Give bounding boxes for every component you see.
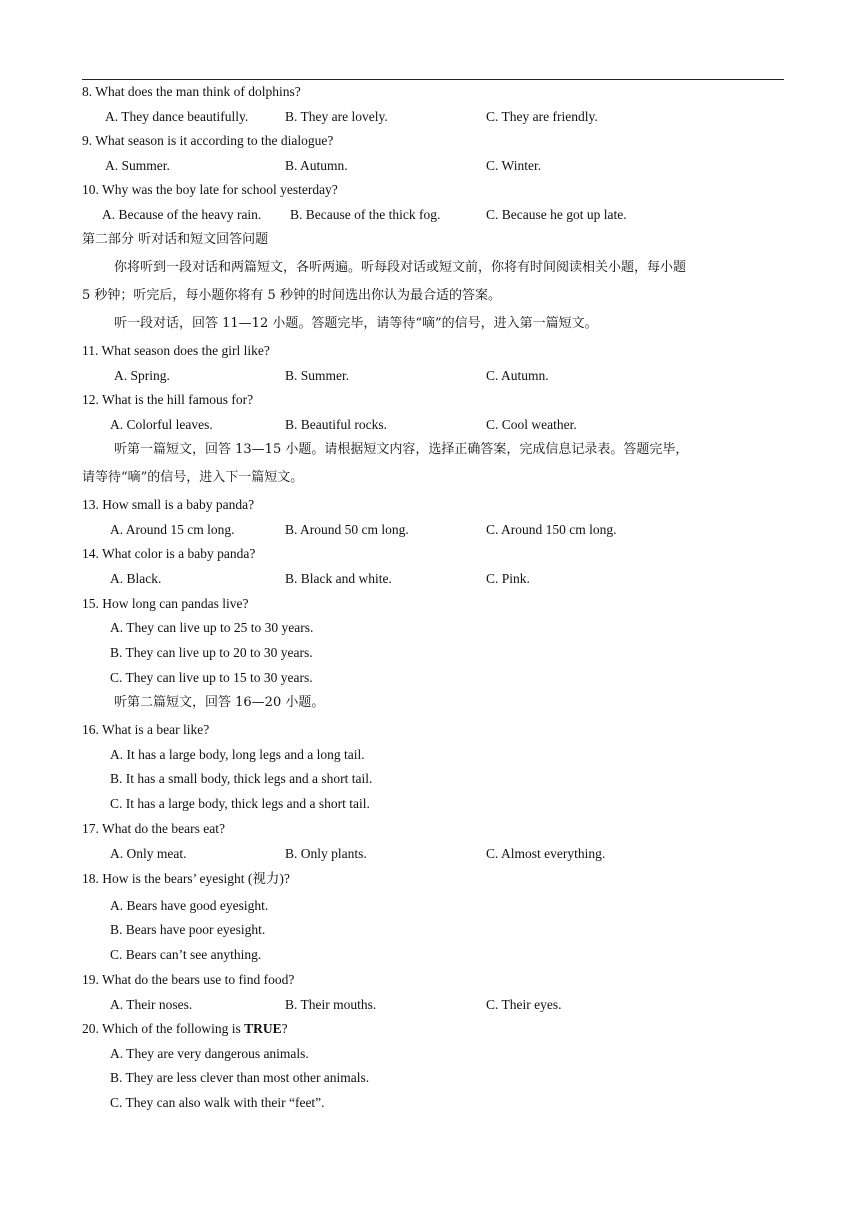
part2-title: 第二部分 听对话和短文回答问题 — [82, 232, 269, 247]
question-12: 12. What is the hill famous for? — [82, 392, 254, 407]
q13-option-a: A. Around 15 cm long. — [110, 522, 235, 537]
q14-option-a: A. Black. — [110, 571, 162, 586]
q12-option-b: B. Beautiful rocks. — [285, 417, 387, 432]
q11-option-c: C. Autumn. — [486, 368, 549, 383]
q9-option-a: A. Summer. — [105, 158, 170, 173]
question-17: 17. What do the bears eat? — [82, 821, 225, 836]
q9-option-c: C. Winter. — [486, 158, 542, 173]
q16-option-a: A. It has a large body, long legs and a long tail. — [110, 747, 365, 762]
passage1-instruction-line1: 听第一篇短文，回答 13—15 小题。请根据短文内容，选择正确答案，完成信息记录表。答题完毕， — [114, 442, 689, 457]
q14-option-b: B. Black and white. — [285, 571, 392, 586]
q12-option-a: A. Colorful leaves. — [110, 417, 213, 432]
q17-option-b: B. Only plants. — [285, 846, 367, 861]
question-13: 13. How small is a baby panda? — [82, 497, 255, 512]
q18-option-b: B. Bears have poor eyesight. — [110, 922, 266, 937]
q20-text: 20. Which of the following is — [82, 1021, 245, 1036]
q14-option-c: C. Pink. — [486, 571, 530, 586]
part2-intro-line2: 5 秒钟；听完后，每小题你将有 5 秒钟的时间选出你认为最合适的答案。 — [82, 288, 501, 303]
q20-option-a: A. They are very dangerous animals. — [110, 1046, 309, 1061]
q8-option-a: A. They dance beautifully. — [105, 109, 249, 124]
q9-option-b: B. Autumn. — [285, 158, 348, 173]
header-rule — [82, 79, 784, 80]
question-8: 8. What does the man think of dolphins? — [82, 84, 301, 99]
q15-option-c: C. They can live up to 15 to 30 years. — [110, 670, 313, 685]
q8-option-b: B. They are lovely. — [285, 109, 388, 124]
q17-option-c: C. Almost everything. — [486, 846, 606, 861]
q16-option-c: C. It has a large body, thick legs and a short tail. — [110, 796, 370, 811]
q12-option-c: C. Cool weather. — [486, 417, 577, 432]
question-18: 18. How is the bears’ eyesight (视力)? — [82, 871, 290, 886]
q20-option-c: C. They can also walk with their “feet”. — [110, 1095, 325, 1110]
passage1-instruction-line2: 请等待“嘀”的信号，进入下一篇短文。 — [82, 470, 304, 485]
q20-option-b: B. They are less clever than most other animals. — [110, 1070, 370, 1085]
question-20 — [82, 1021, 288, 1037]
q10-option-b: B. Because of the thick fog. — [290, 207, 441, 222]
question-10: 10. Why was the boy late for school yesterday? — [82, 182, 338, 197]
q19-option-a: A. Their noses. — [110, 997, 193, 1012]
dialogue-instruction: 听一段对话，回答 11—12 小题。答题完毕，请等待“嘀”的信号，进入第一篇短文。 — [114, 316, 598, 331]
q10-option-c: C. Because he got up late. — [486, 207, 627, 222]
q11-option-a: A. Spring. — [114, 368, 170, 383]
q20-question-mark: ? — [281, 1021, 288, 1036]
q8-option-c: C. They are friendly. — [486, 109, 598, 124]
question-15: 15. How long can pandas live? — [82, 596, 249, 611]
q18-option-c: C. Bears can’t see anything. — [110, 947, 262, 962]
question-19: 19. What do the bears use to find food? — [82, 972, 295, 987]
q13-option-b: B. Around 50 cm long. — [285, 522, 409, 537]
question-14: 14. What color is a baby panda? — [82, 546, 256, 561]
q15-option-a: A. They can live up to 25 to 30 years. — [110, 620, 314, 635]
part2-intro-line1: 你将听到一段对话和两篇短文，各听两遍。听每段对话或短文前，你将有时间阅读相关小题，每小题 — [114, 260, 687, 275]
q15-option-b: B. They can live up to 20 to 30 years. — [110, 645, 313, 660]
q13-option-c: C. Around 150 cm long. — [486, 522, 617, 537]
question-9: 9. What season is it according to the dialogue? — [82, 133, 334, 148]
q19-option-c: C. Their eyes. — [486, 997, 562, 1012]
q17-option-a: A. Only meat. — [110, 846, 187, 861]
passage2-instruction: 听第二篇短文，回答 16—20 小题。 — [114, 695, 325, 710]
q18-option-a: A. Bears have good eyesight. — [110, 898, 269, 913]
q11-option-b: B. Summer. — [285, 368, 350, 383]
question-16: 16. What is a bear like? — [82, 722, 210, 737]
q16-option-b: B. It has a small body, thick legs and a short tail. — [110, 771, 373, 786]
q10-option-a: A. Because of the heavy rain. — [102, 207, 262, 222]
q20-emphasis: TRUE — [244, 1021, 282, 1036]
q19-option-b: B. Their mouths. — [285, 997, 377, 1012]
question-11: 11. What season does the girl like? — [82, 343, 270, 358]
